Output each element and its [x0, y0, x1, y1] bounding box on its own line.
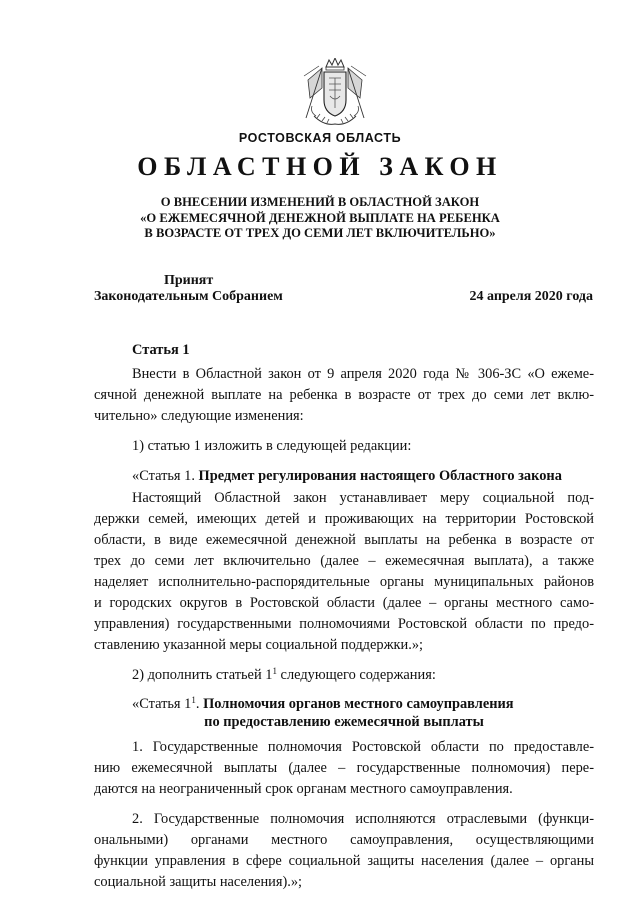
- amendment-item-1: [94, 436, 594, 457]
- text-line: 2. Государственные полномочия исполняются отраслевыми (функци-: [132, 811, 594, 827]
- subtitle-line: О ВНЕСЕНИИ ИЗМЕНЕНИЙ В ОБЛАСТНОЙ ЗАКОН: [160, 195, 480, 209]
- text-line: ставлению указанной меры социальной поддержки.»;: [94, 637, 424, 653]
- statute-1-text: [94, 488, 594, 656]
- text-line: Внести в Областной закон от 9 апреля 2020 года № 306-ЗС «О ежеме-: [132, 366, 594, 382]
- adopted-by: Законодательным Собранием: [94, 289, 283, 304]
- statute-1-prefix: «Статья 1.: [132, 468, 199, 484]
- text-line: даются на неограниченный срок органам местного самоуправления.: [94, 781, 513, 797]
- adopted-label: Принят: [164, 273, 214, 288]
- text-line: 1. Государственные полномочия Ростовской области по предоставле-: [132, 739, 594, 755]
- subtitle-line: «О ЕЖЕМЕСЯЧНОЙ ДЕНЕЖНОЙ ВЫПЛАТЕ НА РЕБЕНКА: [140, 210, 500, 225]
- text-line: социальной защиты населения).»;: [94, 874, 303, 890]
- text-line: Настоящий Областной закон устанавливает меру социальной под-: [132, 490, 594, 506]
- adoption-date: 24 апреля 2020 года: [469, 289, 593, 304]
- text-line: трех до семи лет включительно (далее – ежемесячная выплата), а также: [94, 553, 594, 569]
- text-line: чительно» следующие изменения:: [94, 408, 304, 424]
- text-line: функции управления в сфере социальной защиты населения (далее – органы: [94, 853, 594, 869]
- statute-1-heading: [94, 466, 594, 487]
- law-subtitle: [0, 195, 640, 242]
- item2-text: 2) дополнить статьей 1: [132, 667, 273, 683]
- statute-1-1-point-2: [94, 809, 594, 893]
- statute-1-1-prefix: «Статья 1: [132, 696, 192, 712]
- coat-of-arms-emblem: [302, 58, 368, 128]
- subtitle-line: В ВОЗРАСТЕ ОТ ТРЕХ ДО СЕМИ ЛЕТ ВКЛЮЧИТЕЛЬНО»: [144, 226, 496, 240]
- text-line: 1) статью 1 изложить в следующей редакции:: [132, 438, 412, 454]
- document-body: [94, 340, 594, 893]
- superscript: 1: [191, 695, 196, 705]
- text-line: управления) государственными полномочиями Ростовской области по предо-: [94, 616, 594, 632]
- text-line: наделяет исполнительно-распорядительные органы муниципальных районов: [94, 574, 594, 590]
- text-line: сячной денежной выплате на ребенка в возрасте от трех до семи лет вклю-: [94, 387, 594, 403]
- statute-1-1-heading: [94, 695, 594, 713]
- statute-1-1-dot: .: [195, 696, 204, 712]
- statute-1-1-title: Полномочия органов местного самоуправления: [203, 696, 514, 712]
- item2-text: следующего содержания:: [276, 667, 436, 683]
- text-line: ональными) органами местного самоуправления, осуществляющими: [94, 832, 594, 848]
- article-intro: [94, 364, 594, 427]
- statute-1-1-title-line2: по предоставлению ежемесячной выплаты: [204, 714, 484, 730]
- text-line: и городских округов в Ростовской области (далее – органы местного само-: [94, 595, 594, 611]
- text-line: нию ежемесячной выплаты (далее – государственные полномочия) пере-: [94, 760, 594, 776]
- amendment-item-2: [94, 665, 594, 686]
- superscript: 1: [272, 666, 277, 676]
- law-title: ОБЛАСТНОЙ ЗАКОН: [137, 152, 503, 181]
- statute-1-title: Предмет регулирования настоящего Областного закона: [198, 468, 562, 484]
- region-name: РОСТОВСКАЯ ОБЛАСТЬ: [238, 131, 402, 145]
- text-line: области, в виде ежемесячной денежной выплаты на ребенка в возрасте от: [94, 532, 594, 548]
- statute-1-1-point-1: [94, 737, 594, 800]
- text-line: держки семей, имеющих детей и проживающих на территории Ростовской: [94, 511, 594, 527]
- article-heading: Статья 1: [132, 342, 190, 358]
